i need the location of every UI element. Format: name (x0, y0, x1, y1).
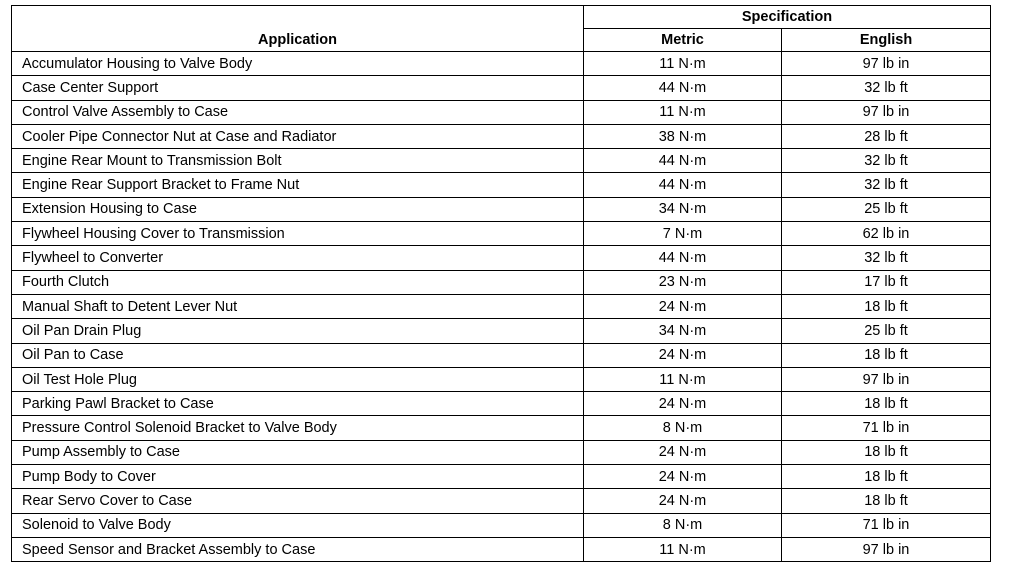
metric-cell: 24 N·m (584, 465, 782, 489)
table-row (12, 173, 991, 197)
table-row (12, 124, 991, 148)
table-row (12, 52, 991, 76)
header-row-top (12, 6, 991, 29)
specification-header: Specification (584, 6, 991, 29)
table-row (12, 149, 991, 173)
metric-cell: 11 N·m (584, 52, 782, 76)
application-cell: Fourth Clutch (12, 270, 584, 294)
application-cell: Speed Sensor and Bracket Assembly to Case (12, 537, 584, 561)
application-cell: Engine Rear Mount to Transmission Bolt (12, 149, 584, 173)
application-cell: Oil Pan to Case (12, 343, 584, 367)
application-cell: Manual Shaft to Detent Lever Nut (12, 294, 584, 318)
table-row (12, 222, 991, 246)
table-header (12, 6, 991, 52)
english-cell: 18 lb ft (782, 392, 991, 416)
application-cell: Parking Pawl Bracket to Case (12, 392, 584, 416)
table-body (12, 52, 991, 562)
metric-cell: 34 N·m (584, 197, 782, 221)
table-row (12, 343, 991, 367)
metric-cell: 44 N·m (584, 173, 782, 197)
metric-cell: 11 N·m (584, 367, 782, 391)
application-cell: Case Center Support (12, 76, 584, 100)
table-row (12, 416, 991, 440)
application-cell: Flywheel Housing Cover to Transmission (12, 222, 584, 246)
spec-table-container (11, 5, 990, 562)
english-cell: 18 lb ft (782, 465, 991, 489)
metric-cell: 8 N·m (584, 416, 782, 440)
application-cell: Oil Pan Drain Plug (12, 319, 584, 343)
english-cell: 71 lb in (782, 416, 991, 440)
metric-cell: 44 N·m (584, 149, 782, 173)
table-row (12, 367, 991, 391)
english-cell: 97 lb in (782, 367, 991, 391)
metric-cell: 11 N·m (584, 100, 782, 124)
metric-cell: 24 N·m (584, 489, 782, 513)
english-cell: 17 lb ft (782, 270, 991, 294)
english-cell: 25 lb ft (782, 197, 991, 221)
english-cell: 97 lb in (782, 100, 991, 124)
application-header: Application (12, 6, 584, 52)
metric-cell: 44 N·m (584, 246, 782, 270)
english-cell: 71 lb in (782, 513, 991, 537)
application-cell: Flywheel to Converter (12, 246, 584, 270)
application-cell: Engine Rear Support Bracket to Frame Nut (12, 173, 584, 197)
english-cell: 18 lb ft (782, 294, 991, 318)
table-row (12, 392, 991, 416)
table-row (12, 319, 991, 343)
table-row (12, 537, 991, 561)
metric-cell: 24 N·m (584, 440, 782, 464)
application-cell: Accumulator Housing to Valve Body (12, 52, 584, 76)
english-cell: 32 lb ft (782, 173, 991, 197)
application-cell: Solenoid to Valve Body (12, 513, 584, 537)
application-cell: Pump Assembly to Case (12, 440, 584, 464)
english-cell: 18 lb ft (782, 489, 991, 513)
table-row (12, 513, 991, 537)
metric-cell: 8 N·m (584, 513, 782, 537)
application-cell: Oil Test Hole Plug (12, 367, 584, 391)
metric-header: Metric (584, 29, 782, 52)
table-row (12, 246, 991, 270)
metric-cell: 38 N·m (584, 124, 782, 148)
english-cell: 18 lb ft (782, 343, 991, 367)
metric-cell: 24 N·m (584, 343, 782, 367)
table-row (12, 465, 991, 489)
application-cell: Pressure Control Solenoid Bracket to Valve Body (12, 416, 584, 440)
metric-cell: 24 N·m (584, 294, 782, 318)
english-cell: 28 lb ft (782, 124, 991, 148)
metric-cell: 44 N·m (584, 76, 782, 100)
english-cell: 25 lb ft (782, 319, 991, 343)
english-cell: 97 lb in (782, 52, 991, 76)
english-cell: 32 lb ft (782, 76, 991, 100)
metric-cell: 11 N·m (584, 537, 782, 561)
table-row (12, 294, 991, 318)
fastener-spec-table (11, 5, 991, 562)
application-cell: Extension Housing to Case (12, 197, 584, 221)
table-row (12, 489, 991, 513)
application-cell: Pump Body to Cover (12, 465, 584, 489)
table-row (12, 270, 991, 294)
english-cell: 62 lb in (782, 222, 991, 246)
application-cell: Cooler Pipe Connector Nut at Case and Radiator (12, 124, 584, 148)
metric-cell: 23 N·m (584, 270, 782, 294)
table-row (12, 100, 991, 124)
english-cell: 18 lb ft (782, 440, 991, 464)
table-row (12, 440, 991, 464)
metric-cell: 34 N·m (584, 319, 782, 343)
metric-cell: 7 N·m (584, 222, 782, 246)
application-cell: Rear Servo Cover to Case (12, 489, 584, 513)
application-cell: Control Valve Assembly to Case (12, 100, 584, 124)
metric-cell: 24 N·m (584, 392, 782, 416)
table-row (12, 76, 991, 100)
english-cell: 32 lb ft (782, 246, 991, 270)
table-row (12, 197, 991, 221)
english-cell: 32 lb ft (782, 149, 991, 173)
english-cell: 97 lb in (782, 537, 991, 561)
english-header: English (782, 29, 991, 52)
